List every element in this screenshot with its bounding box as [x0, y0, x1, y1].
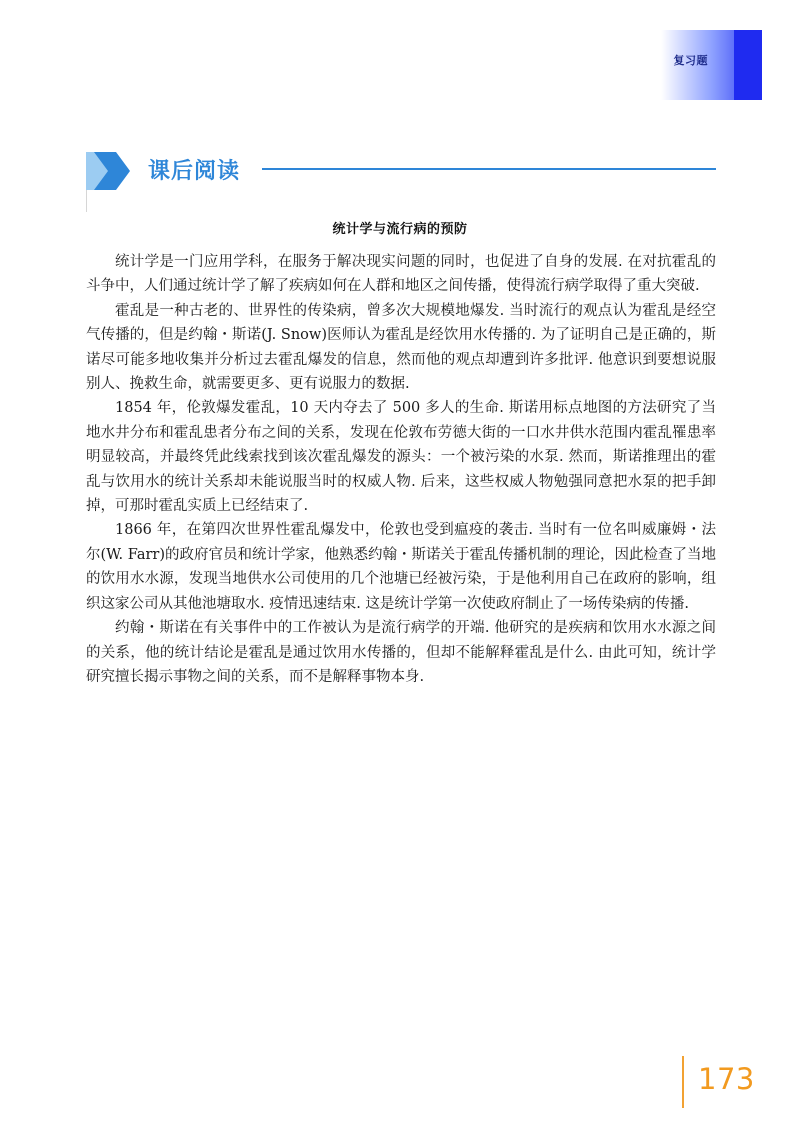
article-paragraph: 霍乱是一种古老的、世界性的传染病，曾多次大规模地爆发. 当时流行的观点认为霍乱是经空气传播的，但是约翰・斯诺(J. Snow)医师认为霍乱是经饮用水传播的. 为了证明自己是正确的，斯诺尽可能多地收集并分析过去霍乱爆发的信息，然而他的观点却遭到许多批评. 他意识到要想说服别人、挽救生命，就需要更多、更有说服力的数据. [86, 302, 716, 393]
article-paragraph: 统计学是一门应用学科，在服务于解决现实问题的同时，也促进了自身的发展. 在对抗霍乱的斗争中，人们通过统计学了解了疾病如何在人群和地区之间传播，使得流行病学取得了重大突破. [86, 254, 716, 295]
article-paragraph: 1854 年，伦敦爆发霍乱，10 天内夺去了 500 多人的生命. 斯诺用标点地图的方法研究了当地水井分布和霍乱患者分布之间的关系，发现在伦敦布劳德大街的一口水井供水范围内霍乱罹患率明显较高，并最终凭此线索找到该次霍乱爆发的源头：一个被污染的水泵. 然而，斯诺推理出的霍乱与饮用水的统计关系却未能说服当时的权威人物. 后来，这些权威人物勉强同意把水泵的把手卸掉，可那时霍乱实质上已经结束了. [86, 400, 716, 515]
article-paragraph: 约翰・斯诺在有关事件中的工作被认为是流行病学的开端. 他研究的是疾病和饮用水水源之间的关系，他的统计结论是霍乱是通过饮用水传播的，但却不能解释霍乱是什么. 由此可知，统计学研究擅长揭示事物之间的关系，而不是解释事物本身. [86, 620, 716, 685]
section-guide-line [86, 190, 87, 212]
page-number-rule [682, 1056, 684, 1108]
section-header [86, 150, 716, 202]
page-number: 173 [698, 1062, 755, 1096]
chapter-tab-edge [734, 30, 762, 100]
article-paragraph: 1866 年，在第四次世界性霍乱爆发中，伦敦也受到瘟疫的袭击. 当时有一位名叫威廉姆・法尔(W. Farr)的政府官员和统计学家，他熟悉约翰・斯诺关于霍乱传播机制的理论，因此检查了当地的饮用水水源，发现当地供水公司使用的几个池塘已经被污染，于是他利用自己在政府的影响，组织这家公司从其他池塘取水. 疫情迅速结束. 这是统计学第一次使政府制止了一场传染病的传播. [86, 522, 716, 612]
section-tab-icon [86, 152, 130, 190]
section-title: 课后阅读 [148, 159, 241, 184]
section-rule [262, 168, 716, 170]
article-body [86, 250, 716, 689]
article-title: 统计学与流行病的预防 [332, 222, 468, 237]
chapter-tab-label: 复习题 [673, 54, 708, 67]
